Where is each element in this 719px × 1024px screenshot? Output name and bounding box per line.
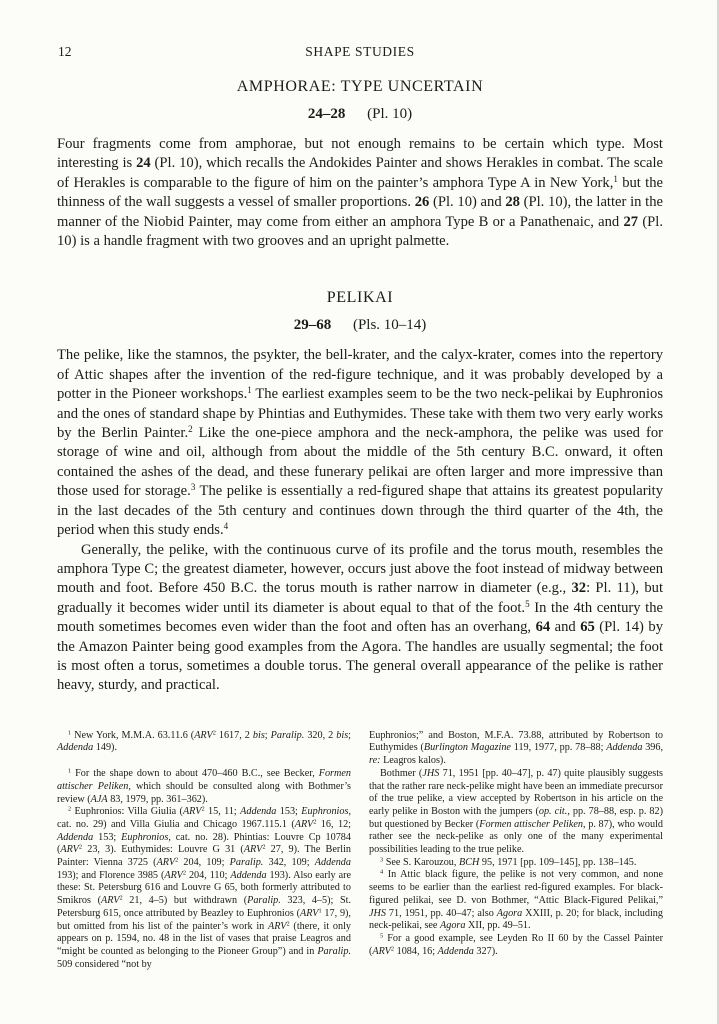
amphorae-plate-ref: (Pl. 10): [367, 106, 413, 122]
amphorae-catalog-line: [57, 106, 663, 123]
pelikai-plate-ref: (Pls. 10–14): [352, 317, 427, 334]
pelikai-catalog-line: [57, 317, 663, 334]
section-amphorae: [57, 78, 663, 251]
footnote-pelikai-3: $^3$ See S. Karouzou, BCH 95, 1971 [pp. 109–145], pp. 138–145.: [380, 856, 637, 868]
footnote-column-left: [57, 730, 351, 972]
footnote-column-right: [369, 730, 663, 972]
pelikai-paragraph-1: The pelike, like the stamnos, the psykter, the bell-krater, and the calyx-krater, comes into the repertory of Attic shapes after the invention of the red-figure technique, and it was probably developed by a potter in the Pioneer workshops.$^1$ The earliest examples seem to be the two neck-pelikai by Euphronios and the ones of standard shape by Phintias and Euthymides. These take with them two very early works by the Berlin Painter.$^2$ Like the one-piece amphora and the neck-amphora, the pelike was used for storage of wine and oil, although from about the middle of the 5th century B.C. onward, it often contained the ashes of the dead, and these funerary pelikai are often larger and more impressive than those used for storage.$^3$ The pelike is essentially a red-figured shape that attains its greatest popularity in the last decades of the 5th century and continues down through the third quarter of the 4th, the period when this study ends.$^4$: [57, 347, 664, 539]
footnote-pelikai-2: $^2$ Euphronios: Villa Giulia (ARV$^2$ 15, 11; Addenda 153; Euphronios, cat. no. 29) and Villa Giulia and Chicago 1967.115.1 (ARV$^2$ 16, 12; Addenda 153; Euphronios, cat. no. 28). Phintias: Louvre Cp 10784 (ARV$^2$ 23, 3). Euthymides: Louvre G 31 (ARV$^2$ 27, 9). The Berlin Painter: Vienna 3725 (ARV$^2$ 204, 109; Paralip. 342, 109; Addenda 193); and Florence 3985 (ARV$^2$ 204, 110; Addenda 193). Also early are these: St. Petersburg 616 and Louvre G 65, both formerly attributed to Smikros (ARV$^2$ 21, 4–5) but withdrawn (Paralip. 323, 4–5); St. Petersburg 615, once attributed by Beazley to Euphronios (ARV$^1$ 17, 9), but omitted from his list of the painter’s work in ARV$^2$ (there, it only appears on p. 1594, no. 48 in the list of vases that praise Leagros and “might be counted as belonging to the Pioneer Group”) and in Paralip. 509 considered “not by: [57, 805, 352, 970]
running-head-title: SHAPE STUDIES: [305, 44, 415, 59]
footnote-pelikai-1: $^1$ For the shape down to about 470–460 B.C., see Becker, Formen attischer Peliken, which should be consulted along with Bothmer’s review (AJA 83, 1979, pp. 361–362).: [57, 767, 352, 805]
amphorae-catalog-range: 24–28: [307, 106, 346, 122]
footnote-amphorae-1: $^1$ New York, M.M.A. 63.11.6 (ARV$^2$ 1617, 2 bis; Paralip. 320, 2 bis; Addenda 149).: [57, 729, 352, 754]
footnote-group-separator: [57, 755, 351, 768]
amphorae-paragraph: Four fragments come from amphorae, but not enough remains to be certain which type. Most interesting is 24 (Pl. 10), which recalls the Andokides Painter and shows Herakles in combat. The scale of Herakles is comparable to the figure of him on the painter’s amphora Type A in New York,$^1$ but the thinness of the wall suggests a vessel of smaller proportions. 26 (Pl. 10) and 28 (Pl. 10), the latter in the manner of the Niobid Painter, may come from either an amphora Type B or a Panathenaic, and 27 (Pl. 10) is a handle fragment with two grooves and an upright palmette.: [57, 136, 664, 250]
footnote-pelikai-5: $^5$ For a good example, see Leyden Ro II 60 by the Cassel Painter (ARV$^2$ 1084, 16; Addenda 327).: [369, 932, 663, 957]
footnote-pelikai-2-bothmer-paragraph: Bothmer (JHS 71, 1951 [pp. 40–47], p. 47) quite plausibly suggests that the rather rare neck-pelike might have been an immediate precursor of the true pelike, a view accepted by Robertson in his article on the early pelike in Boston with the jumpers (op. cit., pp. 78–88, esp. p. 82) but questioned by Becker (Formen attischer Peliken, p. 87), who would rather see the neck-pelike as only one of the many experimental possibilities leading to the true pelike.: [369, 767, 664, 856]
pelikai-paragraph-2: Generally, the pelike, with the continuous curve of its profile and the torus mouth, resembles the amphora Type C; the greatest diameter, however, occurs just above the foot instead of midway between mouth and foot. Before 450 B.C. the torus mouth is rather narrow in diameter (e.g., 32: Pl. 11), but gradually it becomes wider until its diameter is about equal to that of the foot.$^5$ In the 4th century the mouth sometimes becomes even wider than the foot and often has an overhang, 64 and 65 (Pl. 14) by the Amazon Painter being good examples from the Agora. The handles are usually segmental; the foot is most often a torus, sometimes a double torus. The general overall appearance of the pelike is rather heavy, sturdy, and practical.: [57, 541, 664, 694]
footnote-pelikai-2-continuation: Euphronios;” and Boston, M.F.A. 73.88, attributed by Robertson to Euthymides (Burlington Magazine 119, 1977, pp. 78–88; Addenda 396, re: Leagros kalos).: [369, 729, 664, 767]
pelikai-heading: PELIKAI: [326, 289, 394, 307]
page-header: [57, 44, 663, 62]
footnote-pelikai-4: $^4$ In Attic black figure, the pelike is not very common, and none seems to be earlier than the earliest red-figured examples. For black-figured pelikai, see D. von Bothmer, “Attic Black-Figured Pelikai,” JHS 71, 1951, pp. 40–47; also Agora XXIII, p. 20; for black, including neck-pelikai, see Agora XII, pp. 49–51.: [369, 869, 663, 932]
pelikai-catalog-range: 29–68: [293, 317, 332, 334]
page-number: 12: [58, 44, 72, 59]
amphorae-heading: AMPHORAE: TYPE UNCERTAIN: [236, 78, 484, 95]
section-pelikai: [57, 289, 663, 695]
footnotes-section: [57, 730, 663, 972]
